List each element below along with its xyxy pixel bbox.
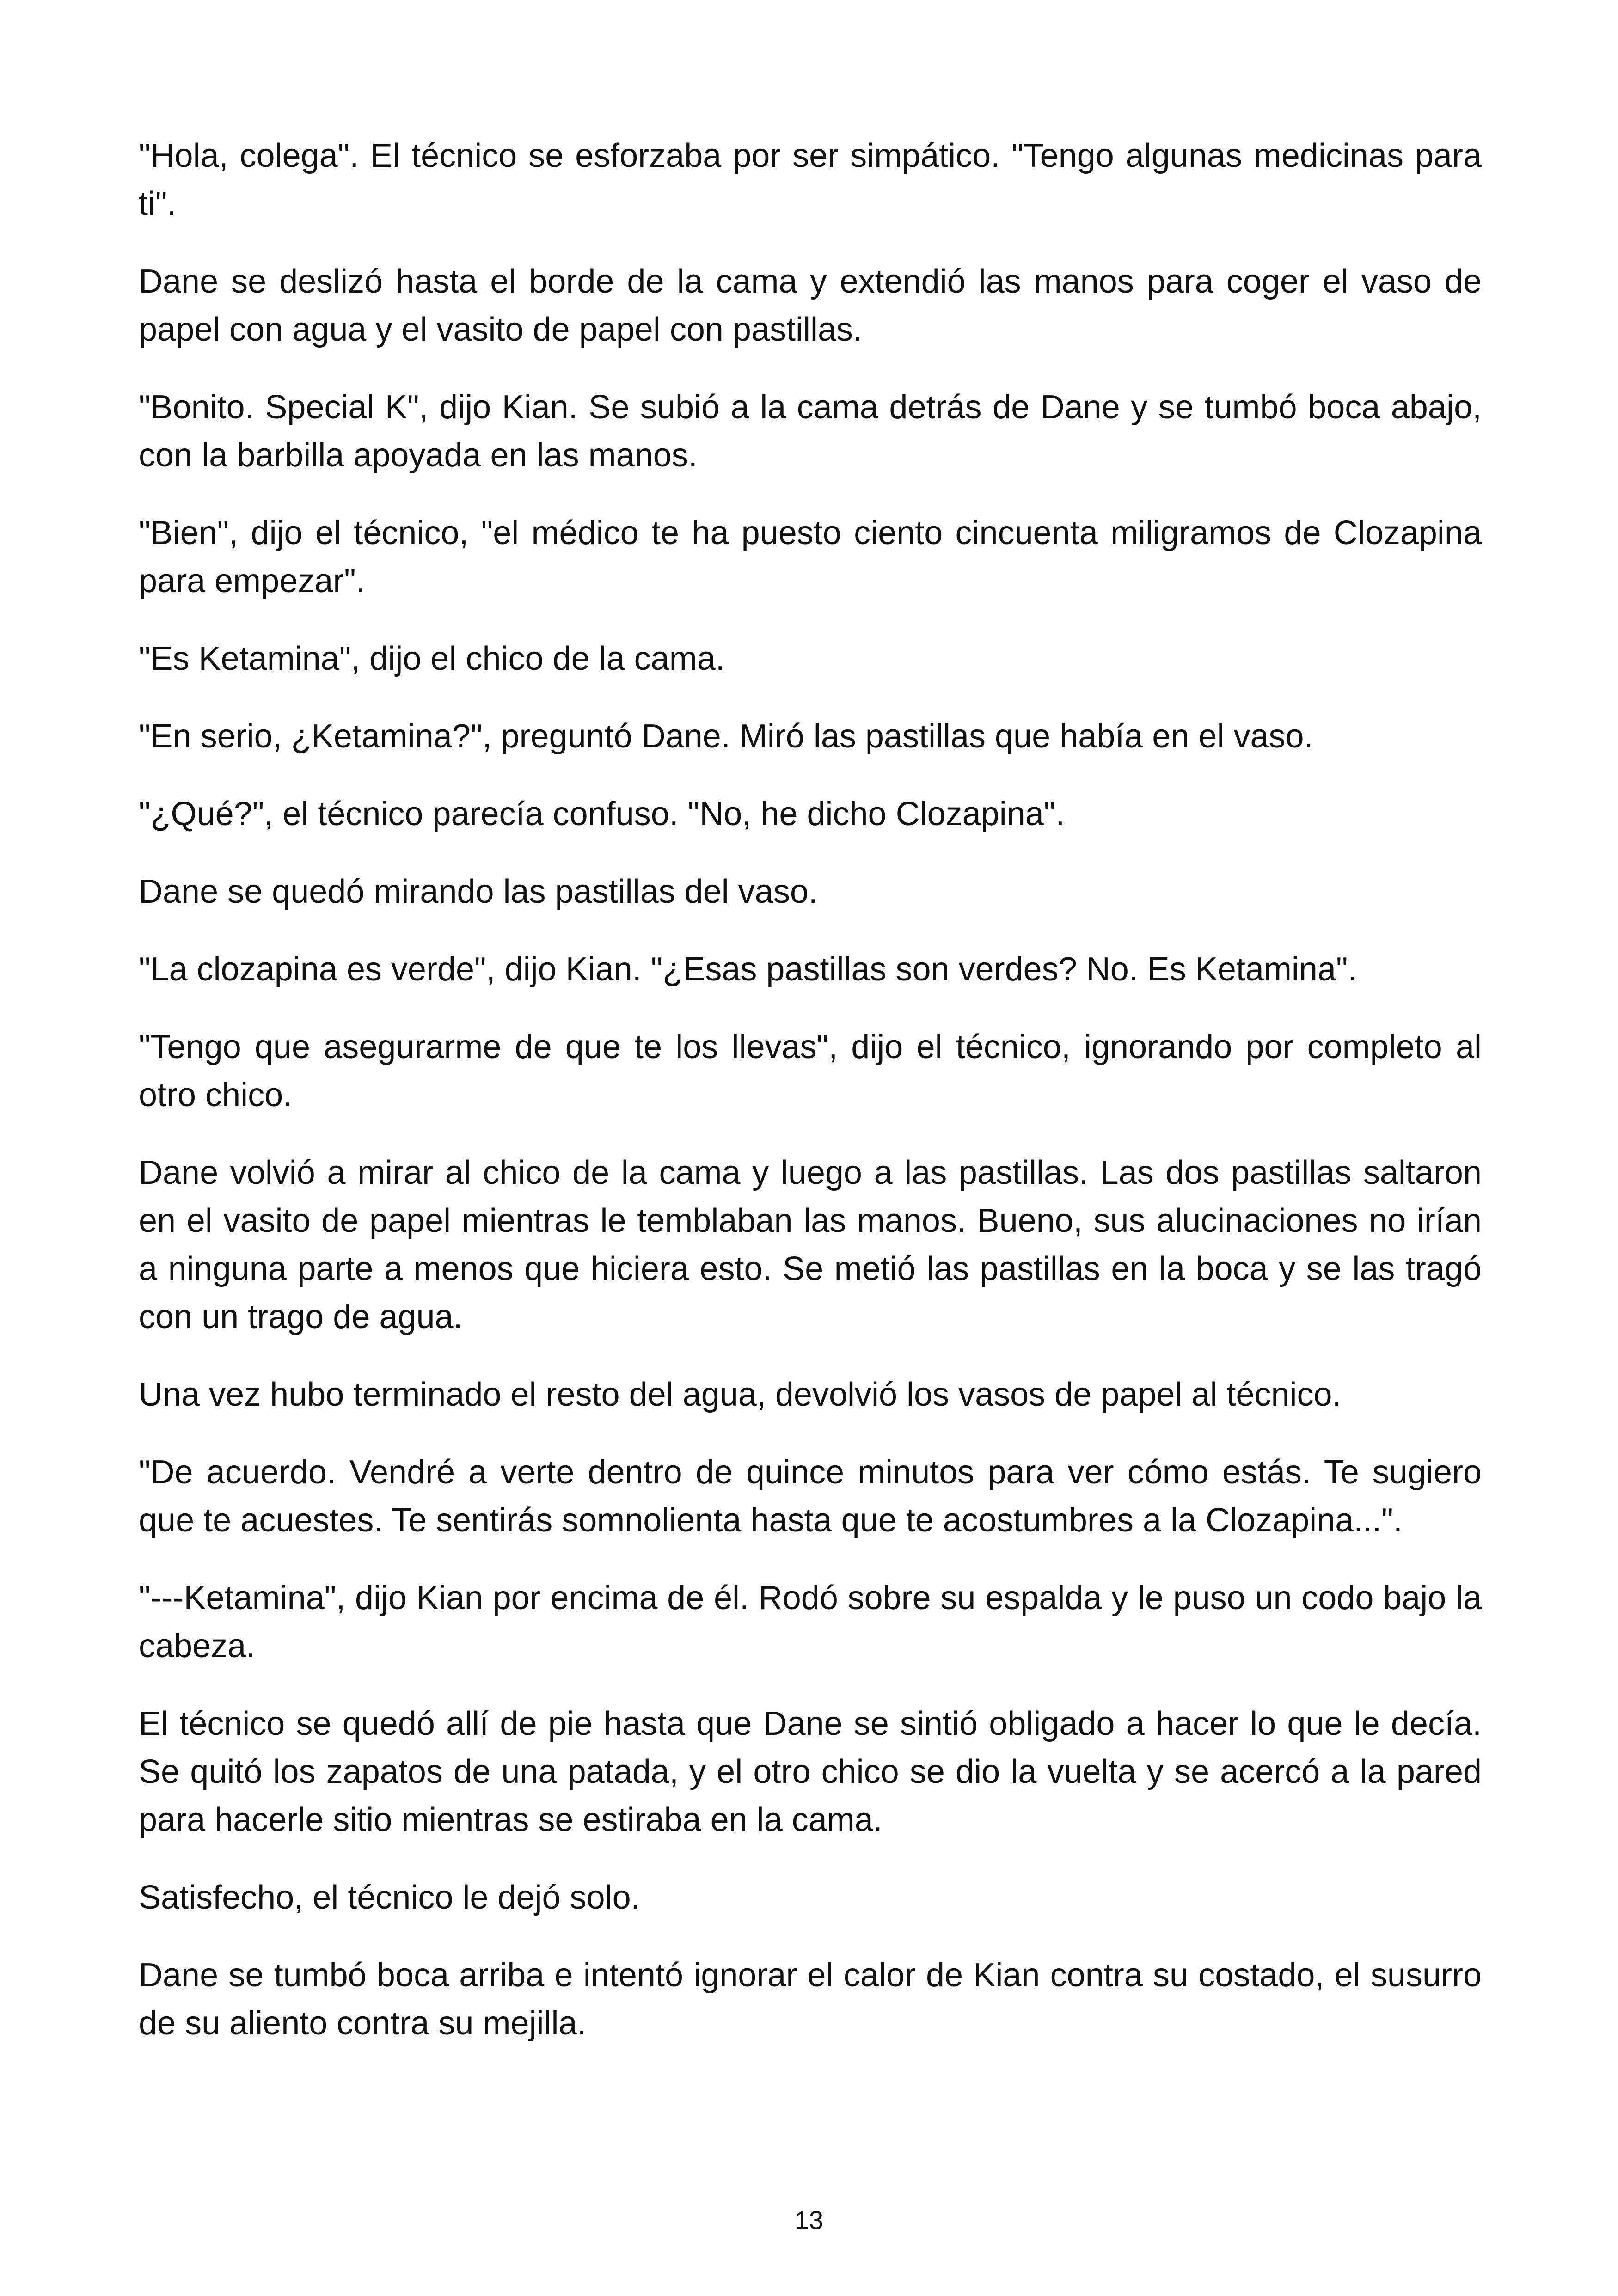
paragraph: "Bien", dijo el técnico, "el médico te ha puesto ciento cincuenta miligramos de Clozapina para empezar". (139, 514, 1482, 600)
paragraph: "---Ketamina", dijo Kian por encima de él. Rodó sobre su espalda y le puso un codo bajo la cabeza. (139, 1580, 1482, 1665)
paragraph: "De acuerdo. Vendré a verte dentro de quince minutos para ver cómo estás. Te sugiero que te acuestes. Te sentirás somnolienta hasta que te acostumbres a la Clozapina...". (139, 1454, 1482, 1539)
paragraph: "En serio, ¿Ketamina?", preguntó Dane. Miró las pastillas que había en el vaso. (139, 718, 1313, 755)
paragraph: Dane se tumbó boca arriba e intentó ignorar el calor de Kian contra su costado, el susurro de su aliento contra su mejilla. (139, 1957, 1482, 2042)
paragraph: "La clozapina es verde", dijo Kian. "¿Esas pastillas son verdes? No. Es Ketamina". (139, 951, 1357, 988)
paragraph: Dane se quedó mirando las pastillas del vaso. (139, 873, 818, 910)
page-number: 13 (794, 2205, 824, 2235)
paragraph: "Tengo que asegurarme de que te los llevas", dijo el técnico, ignorando por completo al otro chico. (139, 1029, 1482, 1114)
paragraph: Dane volvió a mirar al chico de la cama y luego a las pastillas. Las dos pastillas saltaron en el vasito de papel mientras le temblaban las manos. Bueno, sus alucinaciones no irían a ninguna parte a menos que hiciera esto. Se metió las pastillas en la boca y se las tragó con un trago de agua. (139, 1154, 1482, 1335)
paragraph: Una vez hubo terminado el resto del agua, devolvió los vasos de papel al técnico. (139, 1376, 1342, 1413)
paragraph: "¿Qué?", el técnico parecía confuso. "No, he dicho Clozapina". (139, 796, 1065, 833)
body-text (139, 132, 1482, 2047)
paragraph: "Hola, colega". El técnico se esforzaba por ser simpático. "Tengo algunas medicinas para ti". (139, 137, 1482, 222)
paragraph: Satisfecho, el técnico le dejó solo. (139, 1879, 640, 1916)
paragraph: El técnico se quedó allí de pie hasta que Dane se sintió obligado a hacer lo que le decía. Se quitó los zapatos de una patada, y el otro chico se dio la vuelta y se acercó a la pared para hacerle sitio mientras se estiraba en la cama. (139, 1705, 1482, 1838)
paragraph: Dane se deslizó hasta el borde de la cama y extendió las manos para coger el vaso de papel con agua y el vasito de papel con pastillas. (139, 263, 1482, 348)
paragraph: "Es Ketamina", dijo el chico de la cama. (139, 640, 725, 677)
paragraph: "Bonito. Special K", dijo Kian. Se subió a la cama detrás de Dane y se tumbó boca abajo, con la barbilla apoyada en las manos. (139, 389, 1482, 474)
